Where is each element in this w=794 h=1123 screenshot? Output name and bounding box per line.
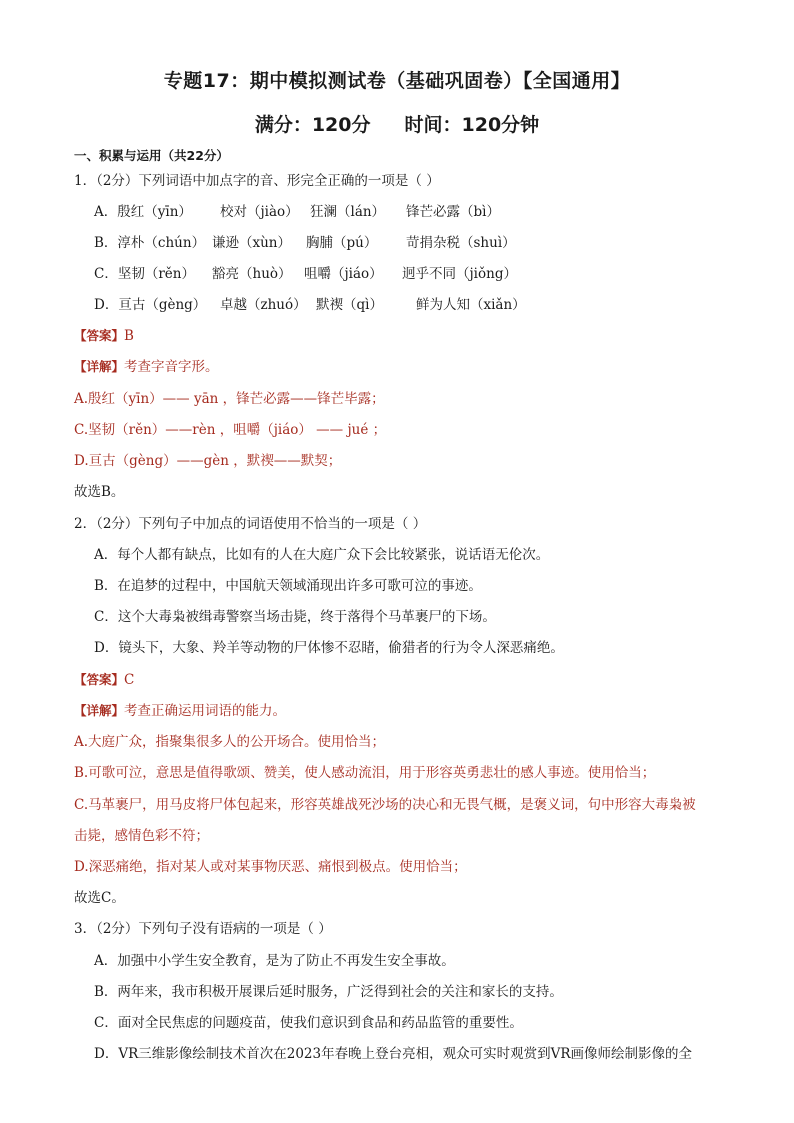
detail-label: 【详解】 [74, 359, 125, 374]
question-2-option-c: C．这个大毒枭被缉毒警察当场击毙，终于落得个马革裹尸的下场。 [94, 609, 496, 625]
question-1-detail [74, 357, 219, 377]
question-1-conclusion: 故选B。 [74, 484, 125, 500]
question-3-stem: 3．（2分）下列句子没有语病的一项是（ ） [74, 921, 332, 937]
answer-value: B [124, 328, 134, 344]
option-part: 豁亮（huò） [212, 266, 292, 282]
option-part: 默禊（qì） [316, 297, 383, 313]
question-2-explain-1: A.大庭广众，指聚集很多人的公开场合。使用恰当； [74, 734, 386, 750]
question-2-explain-4: 击毙，感情色彩不符； [74, 828, 209, 844]
question-3-option-a: A．加强中小学生安全教育，是为了防止不再发生安全事故。 [94, 953, 455, 969]
full-score: 满分：120分 [254, 114, 371, 136]
option-part: 狂澜（lán） [310, 204, 386, 220]
question-3-option-d: D．VR三维影像绘制技术首次在2023年春晚上登台亮相，观众可实时观赏到VR画像师绘制影像的全 [94, 1046, 693, 1062]
exam-time: 时间：120分钟 [404, 114, 540, 136]
section-heading: 一、积累与运用（共22分） [74, 148, 229, 163]
detail-label: 【详解】 [74, 703, 125, 718]
question-2-explain-5: D.深恶痛绝，指对某人或对某事物厌恶、痛恨到极点。使用恰当； [74, 859, 467, 875]
option-part: 胸脯（pú） [306, 235, 378, 251]
question-1-answer [74, 326, 134, 346]
detail-text: 考查正确运用词语的能力。 [124, 703, 287, 719]
question-2-option-b: B．在追梦的过程中，中国航天领域涌现出许多可歌可泣的事迹。 [94, 578, 482, 594]
question-3-option-c: C．面对全民焦虑的问题疫苗，使我们意识到食品和药品监管的重要性。 [94, 1015, 523, 1031]
question-2-answer [74, 670, 134, 690]
question-2-detail [74, 701, 286, 721]
option-part: 校对（jiào） [220, 204, 299, 220]
question-2-option-d: D．镜头下，大象、羚羊等动物的尸体惨不忍睹，偷猎者的行为令人深恶痛绝。 [94, 640, 564, 656]
option-part: 咀嚼（jiáo） [304, 266, 383, 282]
option-part: A．殷红（yīn） [94, 204, 192, 220]
option-part: 鲜为人知（xiǎn） [416, 297, 526, 313]
question-2-explain-2: B.可歌可泣，意思是值得歌颂、赞美，使人感动流泪，用于形容英勇悲壮的感人事迹。使用恰当； [74, 765, 656, 781]
question-2-option-a: A．每个人都有缺点，比如有的人在大庭广众下会比较紧张，说话语无伦次。 [94, 547, 550, 563]
option-part: D．亘古（gèng） [94, 297, 207, 313]
option-part: B．淳朴（chún） [94, 235, 206, 251]
question-2-conclusion: 故选C。 [74, 890, 125, 906]
question-1-explain-3: D.亘古（gèng）——gèn ，默禊——默契； [74, 453, 342, 469]
detail-text: 考查字音字形。 [124, 359, 219, 375]
question-1-explain-1: A.殷红（yīn）—— yān ，锋芒必露——锋芒毕露； [74, 391, 385, 407]
answer-label: 【答案】 [74, 328, 125, 343]
document-title: 专题17：期中模拟测试卷（基础巩固卷）【全国通用】 [163, 70, 631, 92]
question-3-option-b: B．两年来，我市积极开展课后延时服务，广泛得到社会的关注和家长的支持。 [94, 984, 563, 1000]
question-1-stem: 1．（2分）下列词语中加点字的音、形完全正确的一项是（ ） [74, 173, 440, 189]
question-2-stem: 2．（2分）下列句子中加点的词语使用不恰当的一项是（ ） [74, 516, 427, 532]
option-part: 苛捐杂税（shuì） [406, 235, 516, 251]
option-part: 锋芒必露（bì） [406, 204, 500, 220]
option-part: 迥乎不同（jiǒng） [402, 266, 517, 282]
option-part: 卓越（zhuó） [220, 297, 307, 313]
option-part: C．坚韧（rěn） [94, 266, 195, 282]
question-1-option-b [94, 233, 516, 253]
option-part: 谦逊（xùn） [212, 235, 292, 251]
question-2-explain-3: C.马革裹尸，用马皮将尸体包起来，形容英雄战死沙场的决心和无畏气概，是褒义词，句中形容大毒枭被 [74, 797, 696, 813]
question-1-option-c [94, 264, 517, 284]
answer-label: 【答案】 [74, 672, 125, 687]
answer-value: C [124, 672, 135, 688]
question-1-option-d [94, 295, 526, 315]
score-time-line [0, 110, 794, 137]
question-1-option-a [94, 202, 500, 222]
question-1-explain-2: C.坚韧（rěn）——rèn ，咀嚼（jiáo） —— jué ； [74, 422, 387, 438]
